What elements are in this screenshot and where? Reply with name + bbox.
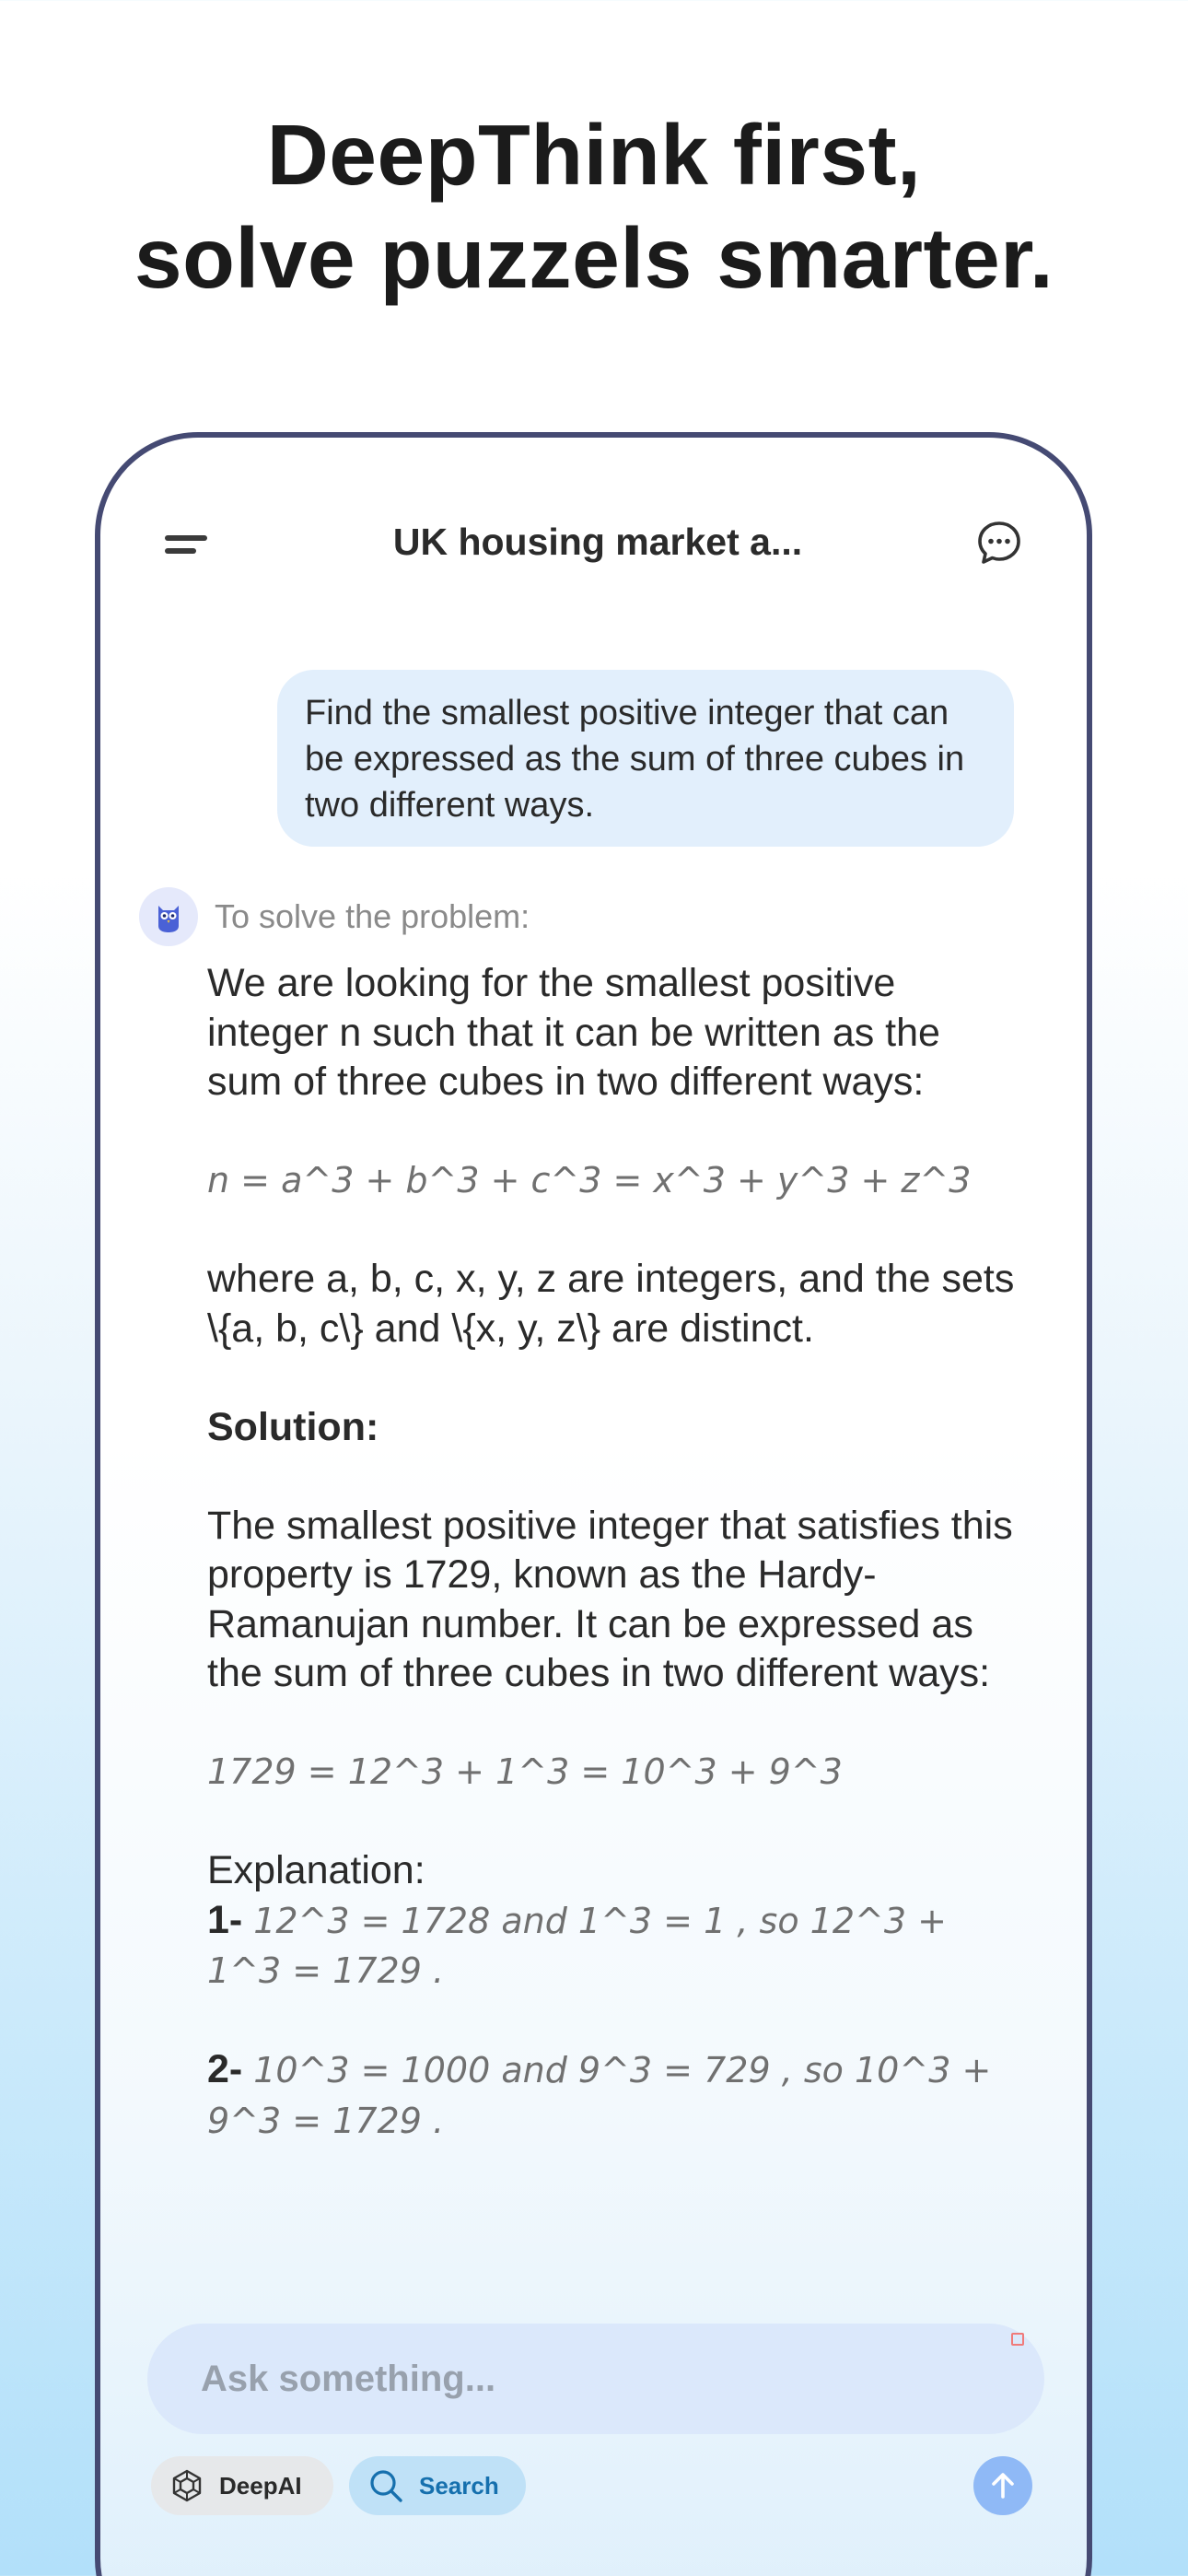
user-message-bubble: Find the smallest positive integer that can be expressed as the sum of three cubes in two different ways. bbox=[277, 670, 1014, 847]
step-1-number: 1- bbox=[207, 1897, 243, 1942]
solution-text: The smallest positive integer that satisfies this property is 1729, known as the Hardy-Ramanujan number. It can be expressed as the sum of three cubes in two different ways: bbox=[207, 1503, 1013, 1695]
deepai-toggle-button[interactable] bbox=[151, 2456, 333, 2515]
chat-title: UK housing market a... bbox=[392, 521, 803, 563]
equation-1: n = a^3 + b^3 + c^3 = x^3 + y^3 + z^3 bbox=[207, 1160, 972, 1200]
step-1-math: 12^3 = 1728 and 1^3 = 1 , so 12^3 + 1^3 = 1729 . bbox=[207, 1900, 947, 1991]
owl-icon bbox=[139, 887, 198, 946]
explanation-heading: Explanation: bbox=[207, 1848, 425, 1892]
menu-icon[interactable] bbox=[165, 532, 215, 557]
ask-input[interactable] bbox=[201, 2357, 956, 2401]
solution-heading: Solution: bbox=[207, 1404, 379, 1449]
chat-bubble-icon[interactable] bbox=[976, 520, 1022, 566]
composer[interactable] bbox=[147, 2324, 1044, 2434]
answer-where: where a, b, c, x, y, z are integers, and the sets \{a, b, c\} and \{x, y, z\} are distinct. bbox=[207, 1257, 1015, 1351]
hexagon-icon bbox=[169, 2468, 204, 2503]
search-label: Search bbox=[419, 2471, 499, 2500]
equation-2: 1729 = 12^3 + 1^3 = 10^3 + 9^3 bbox=[207, 1751, 843, 1792]
headline-line-1: DeepThink first, bbox=[266, 107, 922, 203]
search-icon bbox=[367, 2467, 404, 2504]
expand-icon[interactable] bbox=[1011, 2333, 1024, 2346]
headline bbox=[0, 103, 1188, 310]
assistant-answer bbox=[207, 959, 1018, 2146]
step-2-math: 10^3 = 1000 and 9^3 = 729 , so 10^3 + 9^3 = 1729 . bbox=[207, 2050, 992, 2141]
deepai-label: DeepAI bbox=[219, 2471, 302, 2500]
explanation-step-2 bbox=[207, 2045, 1018, 2146]
answer-intro: We are looking for the smallest positive integer n such that it can be written as the sum of three cubes in two different ways: bbox=[207, 961, 940, 1104]
phone-frame bbox=[95, 432, 1092, 2576]
explanation-step-1 bbox=[207, 1896, 1018, 1996]
headline-line-2: solve puzzels smarter. bbox=[134, 210, 1054, 306]
send-button[interactable] bbox=[973, 2456, 1032, 2515]
step-2-number: 2- bbox=[207, 2047, 243, 2091]
arrow-up-icon bbox=[987, 2470, 1019, 2501]
top-bar bbox=[100, 438, 1087, 585]
search-toggle-button[interactable] bbox=[349, 2456, 526, 2515]
assistant-label: To solve the problem: bbox=[215, 897, 530, 935]
